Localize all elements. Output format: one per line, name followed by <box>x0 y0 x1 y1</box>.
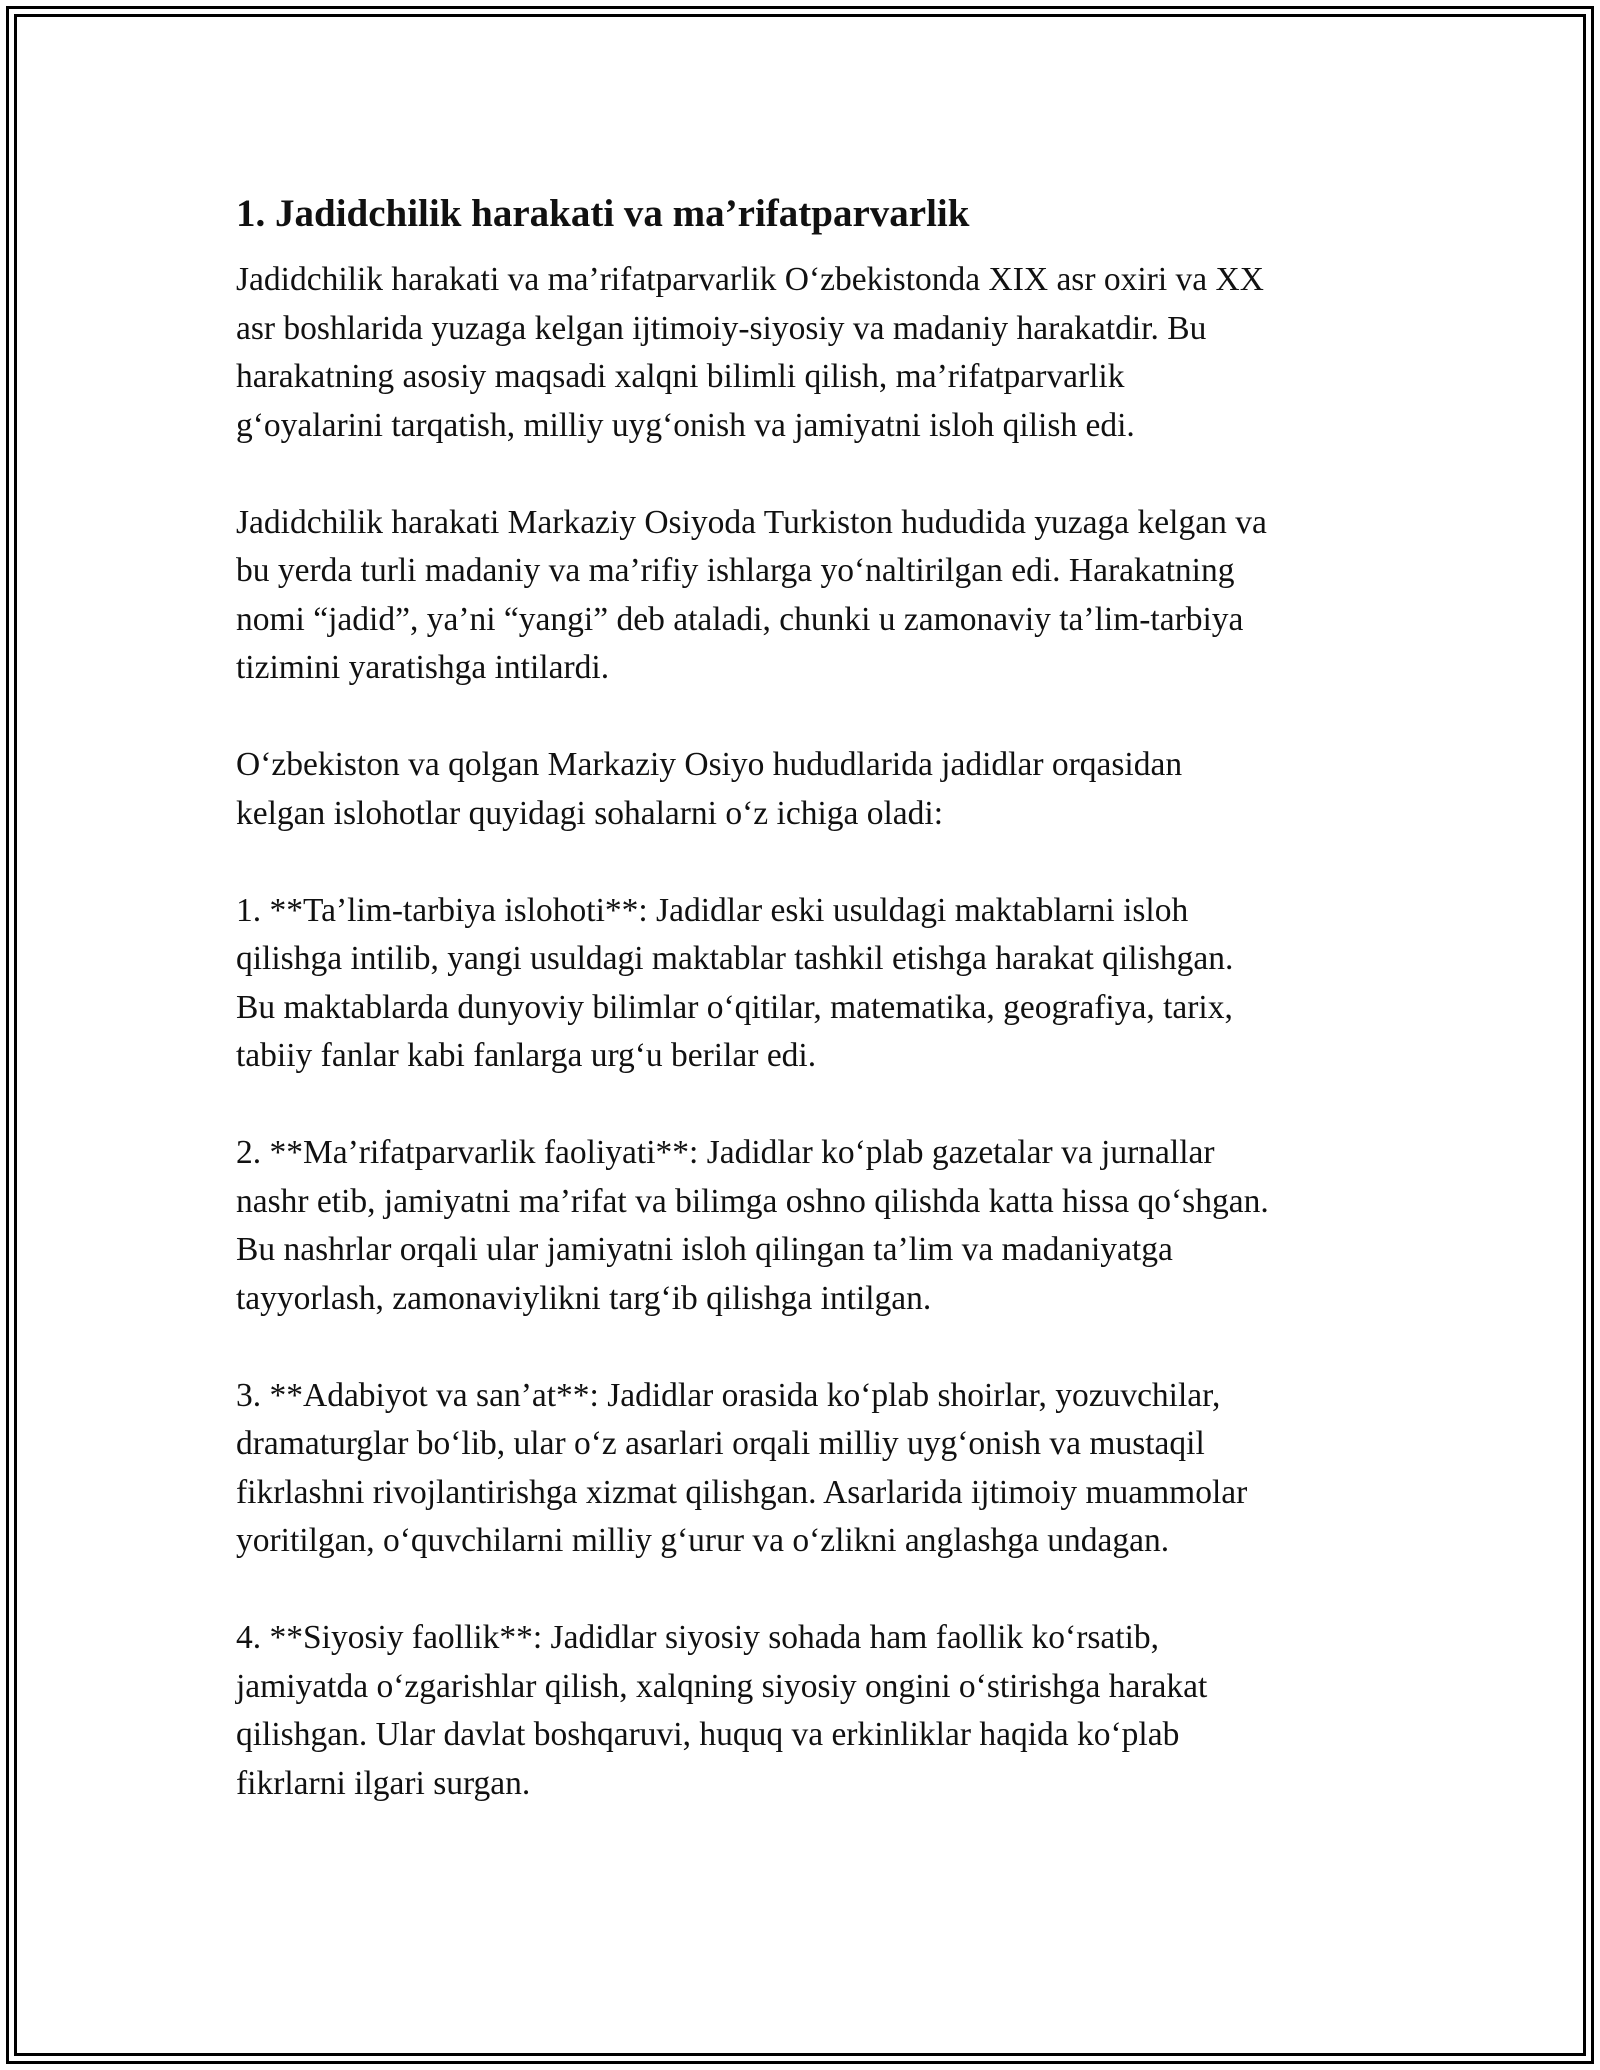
paragraph-origin: Jadidchilik harakati Markaziy Osiyoda Turkiston hududida yuzaga kelgan va bu yerda turli madaniy va ma’rifiy ishlarga yo‘naltirilgan edi. Harakatning nomi “jadid”, ya’ni “yangi” deb ataladi, chunki u zamonaviy ta’lim-tarbiya tizimini yaratishga intilardi. <box>236 503 1267 686</box>
paragraph-reforms-intro: O‘zbekiston va qolgan Markaziy Osiyo hududlarida jadidlar orqasidan kelgan islohotlar quyidagi sohalarni o‘z ichiga oladi: <box>236 746 1183 832</box>
section-heading: 1. Jadidchilik harakati va ma’rifatparvarlik <box>236 192 970 235</box>
list-item-literature-art: 3. **Adabiyot va san’at**: Jadidlar orasida ko‘plab shoirlar, yozuvchilar, dramaturglar bo‘lib, ular o‘z asarlari orqali milliy uyg‘onish va mustaqil fikrlashni rivojlantirishga xizmat qilishgan. Asarlarida ijtimoiy muammolar yoritilgan, o‘quvchilarni milliy g‘urur va o‘zlikni anglashga undagan. <box>236 1376 1248 1559</box>
list-item-enlightenment-activity: 2. **Ma’rifatparvarlik faoliyati**: Jadidlar ko‘plab gazetalar va jurnallar nashr etib, jamiyatni ma’rifat va bilimga oshno qilishda katta hissa qo‘shgan. Bu nashrlar orqali ular jamiyatni isloh qilingan ta’lim va madaniyatga tayyorlash, zamonaviylikni targ‘ib qilishga intilgan. <box>236 1134 1269 1317</box>
paragraph-intro: Jadidchilik harakati va ma’rifatparvarlik O‘zbekistonda XIX asr oxiri va XX asr boshlarida yuzaga kelgan ijtimoiy-siyosiy va madaniy harakatdir. Bu harakatning asosiy maqsadi xalqni bilimli qilish, ma’rifatparvarlik g‘oyalarini tarqatish, milliy uyg‘onish va jamiyatni isloh qilish edi. <box>236 261 1264 444</box>
document-body <box>236 190 1376 1857</box>
list-item-political-activity: 4. **Siyosiy faollik**: Jadidlar siyosiy sohada ham faollik ko‘rsatib, jamiyatda o‘zgarishlar qilish, xalqning siyosiy ongini o‘stirishga harakat qilishgan. Ular davlat boshqaruvi, huquq va erkinliklar haqida ko‘plab fikrlarni ilgari surgan. <box>236 1619 1208 1802</box>
list-item-education-reform: 1. **Ta’lim-tarbiya islohoti**: Jadidlar eski usuldagi maktablarni isloh qilishga intilib, yangi usuldagi maktablar tashkil etishga harakat qilishgan. Bu maktablarda dunyoviy bilimlar o‘qitilar, matematika, geografiya, tarix, tabiiy fanlar kabi fanlarga urg‘u berilar edi. <box>236 891 1234 1074</box>
